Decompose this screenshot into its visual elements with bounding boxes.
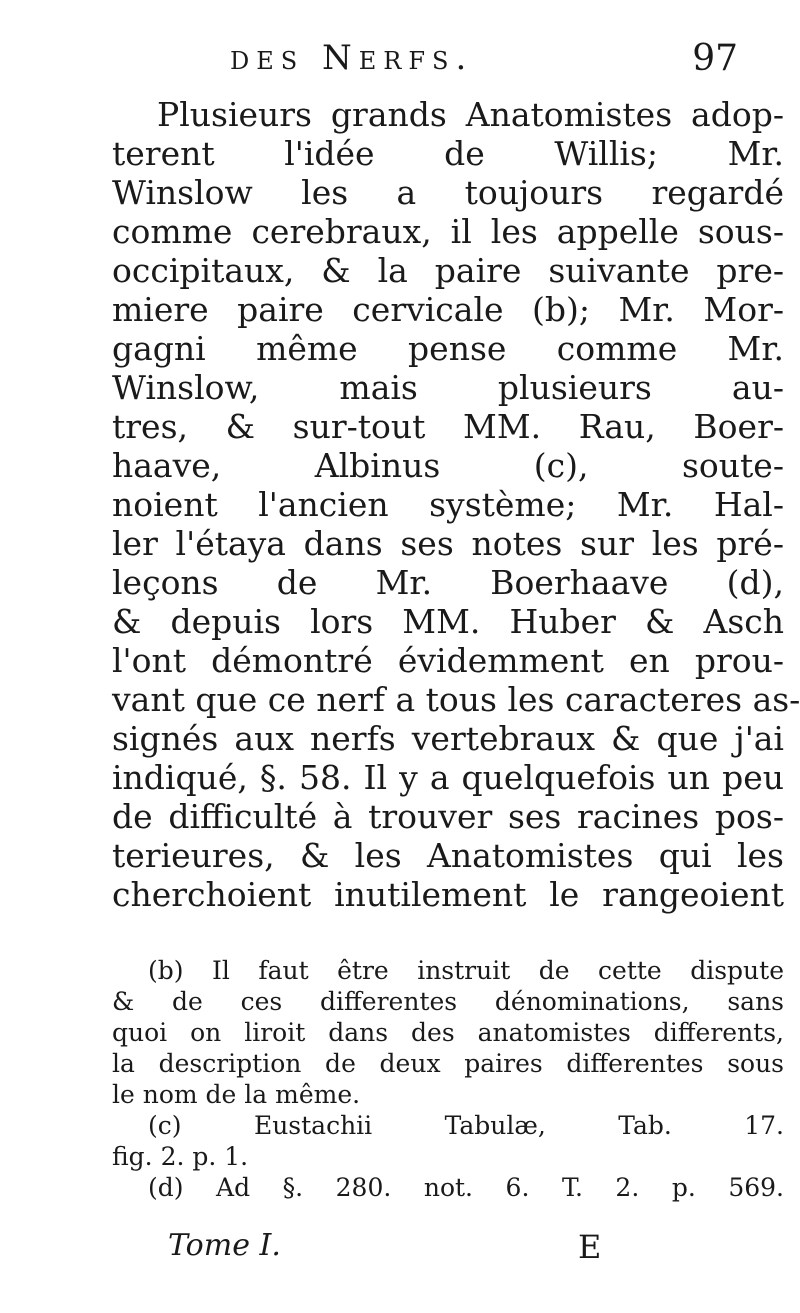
text-line: occipitaux, & la paire suivante pre- bbox=[112, 251, 784, 290]
page-header bbox=[0, 38, 800, 88]
text-line: Plusieurs grands Anatomistes adop- bbox=[157, 95, 784, 134]
text-line: Winslow, mais plusieurs au- bbox=[112, 368, 784, 407]
footnote-line: la description de deux paires differentes sous bbox=[112, 1049, 784, 1078]
footnote-line: (b) Il faut être instruit de cette dispute bbox=[148, 956, 784, 985]
footnote-line: & de ces differentes dénominations, sans bbox=[112, 987, 784, 1016]
footnotes bbox=[112, 955, 784, 1203]
text-line: signés aux nerfs vertebraux & que j'ai bbox=[112, 719, 784, 758]
footnote-line: quoi on liroit dans des anatomistes differents, bbox=[112, 1018, 784, 1047]
page-number: 97 bbox=[692, 38, 738, 79]
text-line: ler l'étaya dans ses notes sur les pré- bbox=[112, 524, 784, 563]
text-line: comme cerebraux, il les appelle sous- bbox=[112, 212, 784, 251]
running-head: des Nerfs. bbox=[230, 38, 474, 78]
text-line: leçons de Mr. Boerhaave (d), bbox=[112, 563, 784, 602]
footnote-line: fig. 2. p. 1. bbox=[112, 1142, 249, 1171]
text-line: l'ont démontré évidemment en prou- bbox=[112, 641, 784, 680]
text-line: terieures, & les Anatomistes qui les bbox=[112, 836, 784, 875]
text-line: gagni même pense comme Mr. bbox=[112, 329, 784, 368]
text-line: cherchoient inutilement le rangeoient bbox=[112, 875, 784, 914]
signature-mark: E bbox=[578, 1228, 602, 1266]
footnote-line: le nom de la même. bbox=[112, 1080, 361, 1109]
page-footer bbox=[112, 1228, 784, 1268]
text-line: vant que ce nerf a tous les caracteres as- bbox=[112, 680, 800, 719]
text-line: indiqué, §. 58. Il y a quelquefois un peu bbox=[112, 758, 784, 797]
text-line: miere paire cervicale (b); Mr. Mor- bbox=[112, 290, 784, 329]
text-line: de difficulté à trouver ses racines pos- bbox=[112, 797, 784, 836]
text-line: tres, & sur-tout MM. Rau, Boer- bbox=[112, 407, 784, 446]
text-line: Winslow les a toujours regardé bbox=[112, 173, 784, 212]
main-text bbox=[112, 95, 800, 914]
text-line: haave, Albinus (c), soute- bbox=[112, 446, 784, 485]
volume-mark: Tome I. bbox=[168, 1228, 281, 1263]
footnote-line: (d) Ad §. 280. not. 6. T. 2. p. 569. bbox=[148, 1173, 784, 1202]
text-line: noient l'ancien système; Mr. Hal- bbox=[112, 485, 784, 524]
footnote-line: (c) Eustachii Tabulæ, Tab. 17. bbox=[148, 1111, 784, 1140]
text-line: & depuis lors MM. Huber & Asch bbox=[112, 602, 784, 641]
text-line: terent l'idée de Willis; Mr. bbox=[112, 134, 784, 173]
